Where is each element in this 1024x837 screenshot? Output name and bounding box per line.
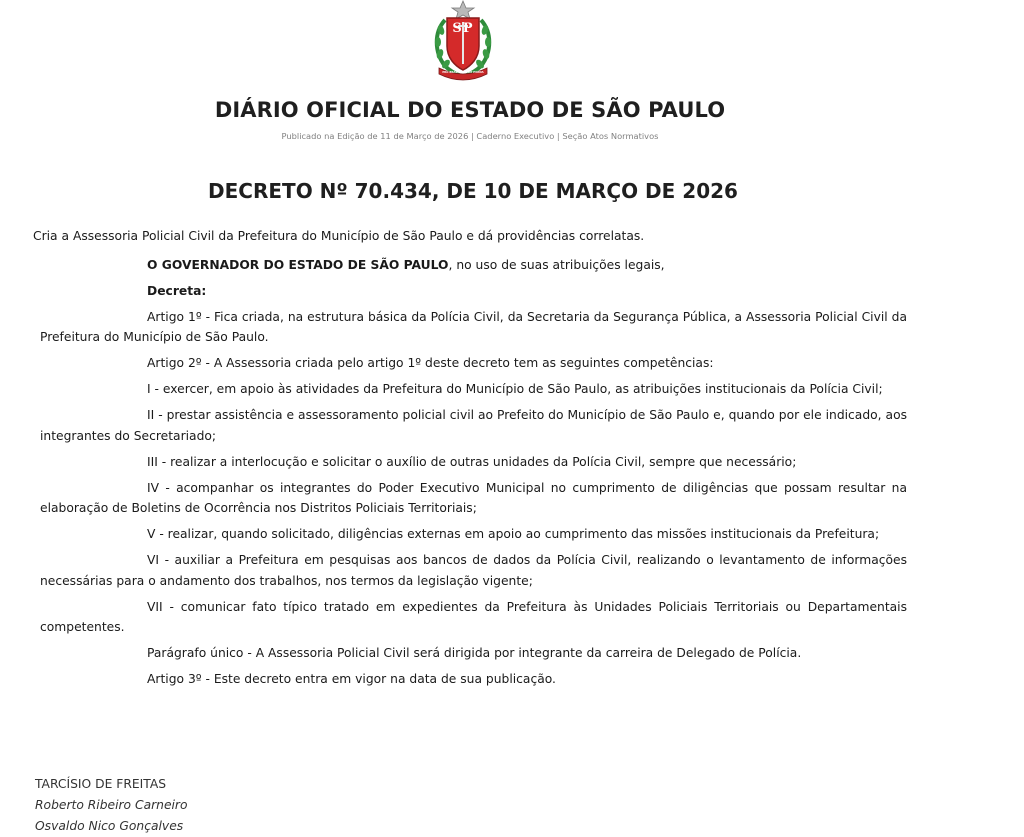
signature-secretary-2: Osvaldo Nico Gonçalves (35, 819, 184, 833)
preamble-rest: , no uso de suas atribuições legais, (448, 258, 665, 272)
sao-paulo-coat-of-arms-icon (431, 0, 495, 84)
crest-letters: SP (452, 21, 474, 36)
item-iv: IV - acompanhar os integrantes do Poder Executivo Municipal no cumprimento de diligências que possam resultar na elaboração de Boletins de Ocorrência nos Distritos Policiais Territoriais; (40, 480, 907, 516)
article-1: Artigo 1º - Fica criada, na estrutura básica da Polícia Civil, da Secretaria da Segurança Pública, a Assessoria Policial Civil da Prefeitura do Município de São Paulo. (40, 310, 907, 345)
article-2: Artigo 2º - A Assessoria criada pelo artigo 1º deste decreto tem as seguintes competências: (147, 356, 714, 371)
item-vii: VII - comunicar fato típico tratado em expedientes da Prefeitura às Unidades Policiais Territoriais ou Departamentais competentes. (40, 599, 907, 635)
publication-line: Publicado na Edição de 11 de Março de 2026 | Caderno Executivo | Seção Atos Normativos (281, 131, 659, 141)
signatures-block (35, 774, 188, 837)
item-i: I - exercer, em apoio às atividades da Prefeitura do Município de São Paulo, as atribuições institucionais da Polícia Civil; (147, 382, 883, 397)
item-iii: III - realizar a interlocução e solicitar o auxílio de outras unidades da Polícia Civil, sempre que necessário; (147, 454, 797, 469)
item-v: V - realizar, quando solicitado, diligências externas em apoio ao cumprimento das missões institucionais da Prefeitura; (147, 527, 880, 542)
journal-title: DIÁRIO OFICIAL DO ESTADO DE SÃO PAULO (214, 98, 726, 122)
decree-title: DECRETO Nº 70.434, DE 10 DE MARÇO DE 2026 (208, 179, 738, 203)
decreta-label: Decreta: (147, 284, 207, 298)
preamble (40, 255, 907, 275)
signature-governor: TARCÍSIO DE FREITAS (35, 777, 167, 791)
decree-body (40, 255, 907, 695)
signature-secretary-1: Roberto Ribeiro Carneiro (35, 798, 188, 812)
crest-motto: PRO BRASILIA FIANT EXIMIA (442, 71, 484, 74)
item-ii: II - prestar assistência e assessoramento policial civil ao Prefeito do Município de São Paulo e, quando por ele indicado, aos integrantes do Secretariado; (40, 408, 907, 443)
decreta (40, 281, 907, 301)
governor-heading: O GOVERNADOR DO ESTADO DE SÃO PAULO (147, 258, 449, 272)
decree-ementa: Cria a Assessoria Policial Civil da Prefeitura do Município de São Paulo e dá providências correlatas. (33, 229, 645, 243)
article-3: Artigo 3º - Este decreto entra em vigor na data de sua publicação. (147, 672, 556, 687)
item-vi: VI - auxiliar a Prefeitura em pesquisas aos bancos de dados da Polícia Civil, realizando o levantamento de informações necessárias para o andamento dos trabalhos, nos termos da legislação vigente; (40, 553, 907, 588)
paragrafo-unico: Parágrafo único - A Assessoria Policial Civil será dirigida por integrante da carreira de Delegado de Polícia. (147, 646, 802, 661)
